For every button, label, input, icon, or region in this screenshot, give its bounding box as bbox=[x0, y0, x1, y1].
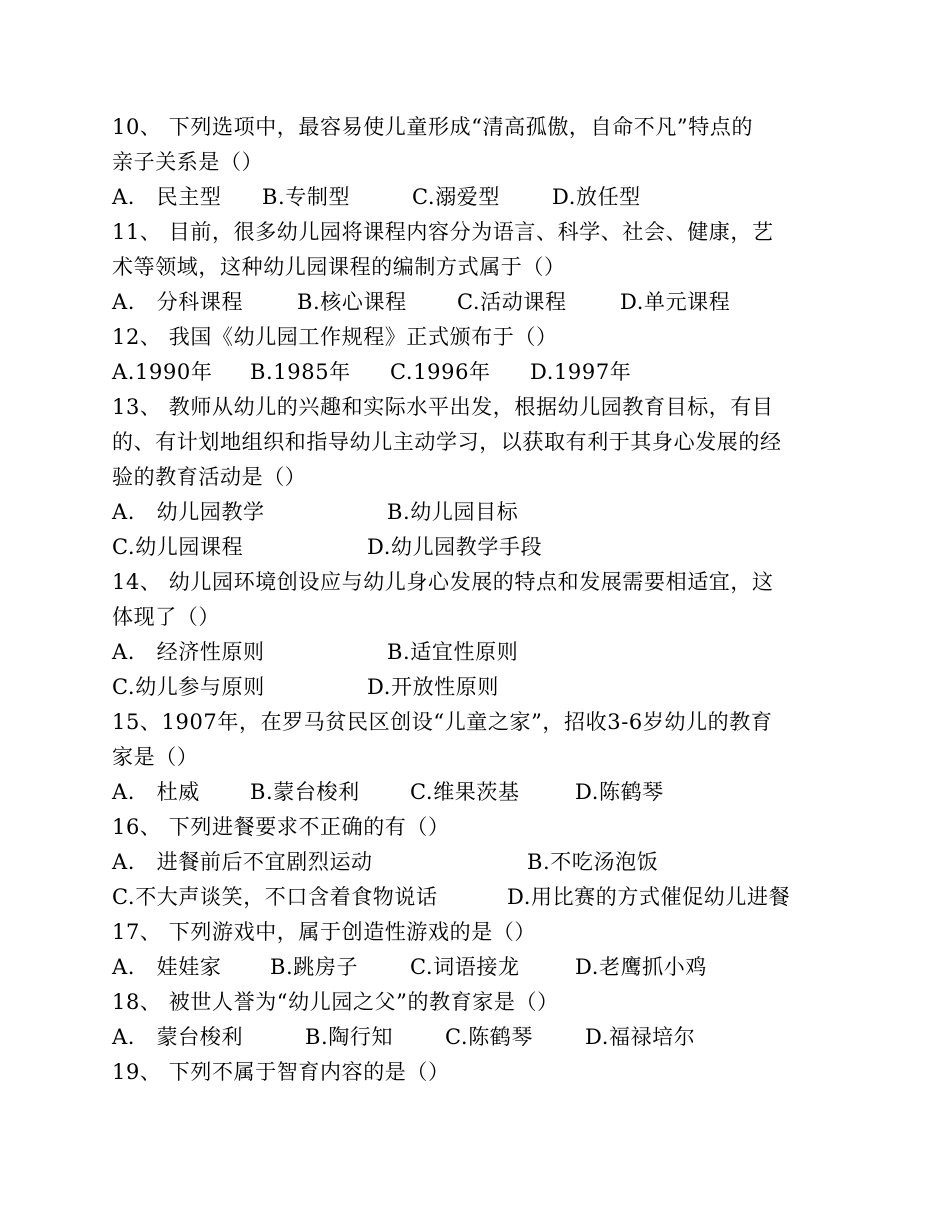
answer-options-row bbox=[112, 880, 832, 915]
answer-option: B.蒙台梭利 bbox=[250, 780, 360, 804]
answer-option: B.幼儿园目标 bbox=[387, 500, 519, 524]
answer-options-row bbox=[112, 1020, 832, 1055]
question-text-line: 13、 教师从幼儿的兴趣和实际水平出发，根据幼儿园教育目标，有目 bbox=[112, 395, 774, 419]
answer-option: D.1997年 bbox=[530, 360, 632, 384]
answer-option: B.不吃汤泡饭 bbox=[527, 850, 659, 874]
answer-options-row bbox=[112, 775, 832, 810]
answer-option: A. 娃娃家 bbox=[112, 955, 222, 979]
answer-option: C.幼儿园课程 bbox=[112, 535, 244, 559]
question-text-line: 术等领域，这种幼儿园课程的编制方式属于（） bbox=[112, 255, 566, 279]
answer-option: B.跳房子 bbox=[270, 955, 359, 979]
answer-option: C.活动课程 bbox=[457, 290, 567, 314]
question-text-line: 的、有计划地组织和指导幼儿主动学习，以获取有利于其身心发展的经 bbox=[112, 430, 782, 454]
question-text-line: 家是（） bbox=[112, 745, 199, 769]
answer-options-row bbox=[112, 670, 832, 705]
answer-option: A. 民主型 bbox=[112, 185, 222, 209]
question-text-line: 16、 下列进餐要求不正确的有（） bbox=[112, 815, 450, 839]
answer-option: A. 蒙台梭利 bbox=[112, 1025, 244, 1049]
question-text-line: 体现了（） bbox=[112, 605, 220, 629]
answer-option: A. 分科课程 bbox=[112, 290, 244, 314]
question-text-line: 19、 下列不属于智育内容的是（） bbox=[112, 1060, 450, 1084]
answer-option: C.维果茨基 bbox=[410, 780, 520, 804]
answer-option: B.核心课程 bbox=[297, 290, 407, 314]
answer-option: A. 进餐前后不宜剧烈运动 bbox=[112, 850, 373, 874]
question-text-line: 14、 幼儿园环境创设应与幼儿身心发展的特点和发展需要相适宜，这 bbox=[112, 570, 774, 594]
answer-option: A. 经济性原则 bbox=[112, 640, 265, 664]
answer-option: A. 幼儿园教学 bbox=[112, 500, 265, 524]
answer-option: D.单元课程 bbox=[620, 290, 731, 314]
answer-option: C.幼儿参与原则 bbox=[112, 675, 265, 699]
answer-option: B.1985年 bbox=[250, 360, 351, 384]
answer-option: C.溺爱型 bbox=[412, 185, 500, 209]
answer-options-row bbox=[112, 635, 832, 670]
answer-options-row bbox=[112, 180, 832, 215]
question-text-line: 12、 我国《幼儿园工作规程》正式颁布于（） bbox=[112, 325, 558, 349]
answer-option: B.专制型 bbox=[262, 185, 351, 209]
question-text-line: 10、 下列选项中，最容易使儿童形成“清高孤傲，自命不凡”特点的 bbox=[112, 115, 754, 139]
answer-option: A. 杜威 bbox=[112, 780, 200, 804]
answer-option: D.开放性原则 bbox=[367, 675, 499, 699]
answer-option: C.不大声谈笑，不口含着食物说话 bbox=[112, 885, 438, 909]
answer-option: C.陈鹤琴 bbox=[445, 1025, 533, 1049]
answer-option: C.1996年 bbox=[390, 360, 491, 384]
answer-options-row bbox=[112, 495, 832, 530]
question-text-line: 17、 下列游戏中，属于创造性游戏的是（） bbox=[112, 920, 536, 944]
answer-options-row bbox=[112, 845, 832, 880]
answer-options-row bbox=[112, 355, 832, 390]
answer-option: D.老鹰抓小鸡 bbox=[575, 955, 707, 979]
question-text-line: 11、 目前，很多幼儿园将课程内容分为语言、科学、社会、健康，艺 bbox=[112, 220, 774, 244]
answer-option: B.陶行知 bbox=[305, 1025, 394, 1049]
answer-options-row bbox=[112, 285, 832, 320]
question-text-line: 15、1907年，在罗马贫民区创设“儿童之家”，招收3-6岁幼儿的教育 bbox=[112, 710, 773, 734]
question-text-line: 18、 被世人誉为“幼儿园之父”的教育家是（） bbox=[112, 990, 559, 1014]
answer-options-row bbox=[112, 950, 832, 985]
answer-option: D.陈鹤琴 bbox=[575, 780, 664, 804]
answer-options-row bbox=[112, 530, 832, 565]
question-text-line: 亲子关系是（） bbox=[112, 150, 264, 174]
answer-option: A.1990年 bbox=[112, 360, 213, 384]
answer-option: D.放任型 bbox=[552, 185, 641, 209]
answer-option: D.幼儿园教学手段 bbox=[367, 535, 543, 559]
answer-option: B.适宜性原则 bbox=[387, 640, 519, 664]
answer-option: D.用比赛的方式催促幼儿进餐 bbox=[507, 885, 791, 909]
answer-option: D.福禄培尔 bbox=[585, 1025, 696, 1049]
answer-option: C.词语接龙 bbox=[410, 955, 520, 979]
question-text-line: 验的教育活动是（） bbox=[112, 465, 307, 489]
